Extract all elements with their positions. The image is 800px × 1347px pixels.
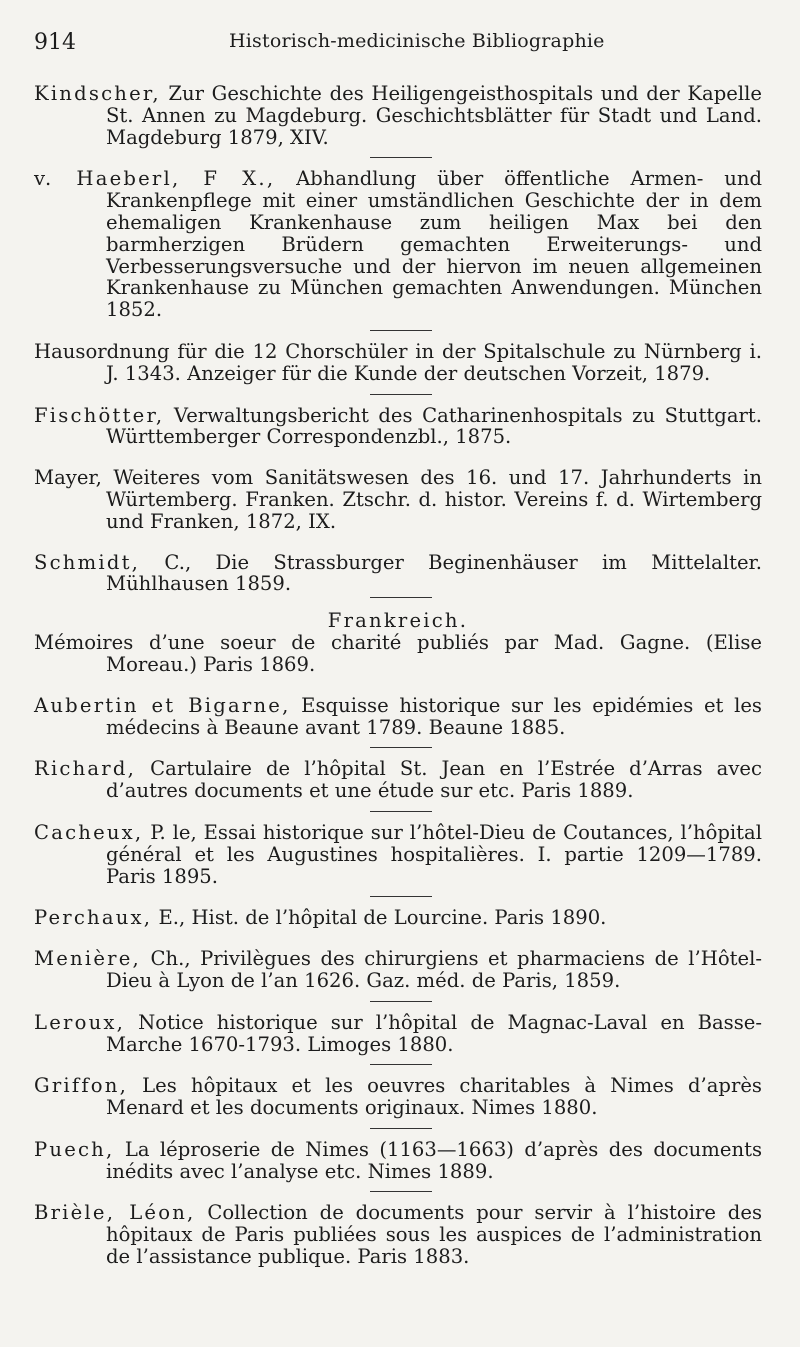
bibliography-entry (34, 1075, 762, 1119)
entry-author: Griffon, (34, 1074, 129, 1098)
bibliography-entry (34, 341, 762, 385)
bibliography-entry (34, 632, 762, 676)
bibliography-list (34, 83, 762, 1268)
entry-author: Leroux, (34, 1010, 126, 1034)
entry-gap (34, 676, 762, 695)
entry-author: Kindscher, (34, 82, 161, 105)
bibliography-entry (34, 405, 762, 449)
separator-rule (370, 896, 432, 897)
entry-text: Zur Geschichte des Heiligengeisthospitals und der Kapelle St. Annen zu Magdeburg. Geschichtsblätter für Stadt und Land. Magdeburg 1879, XIV. (106, 82, 762, 149)
entry-text: Mémoires d’une soeur de charité publiés par Mad. Gagne. (Elise Moreau.) Paris 1869. (34, 631, 762, 676)
bibliography-entry (34, 1139, 762, 1183)
separator-rule (370, 1128, 432, 1129)
separator-rule (370, 330, 432, 331)
entry-gap (34, 448, 762, 467)
separator-rule (370, 811, 432, 812)
bibliography-entry (34, 552, 762, 596)
bibliography-entry (34, 695, 762, 739)
entry-text: Abhandlung über öffentliche Armen- und Krankenpflege mit einer umständlichen Geschichte der in dem ehemaligen Krankenhause zum heiligen Max bei den barmherzigen Brüdern gemachten Erweiterungs- und Verbesserungsversuche und der hiervon im neuen allgemeinen Krankenhause zu München gemachten Anwendungen. München 1852. (106, 167, 762, 322)
separator-rule (370, 1064, 432, 1065)
entry-text: Esquisse historique sur les epidémies et les médecins à Beaune avant 1789. Beaune 1885. (106, 693, 762, 739)
page-number: 914 (34, 30, 76, 55)
bibliography-entry (34, 168, 762, 321)
bibliography-entry (34, 467, 762, 532)
bibliography-entry (34, 948, 762, 992)
bibliography-entry (34, 1202, 762, 1267)
entry-author: Schmidt, (34, 550, 141, 574)
entry-author: Fischötter, (34, 403, 165, 427)
entry-author: v. Haeberl, F X., (34, 167, 276, 191)
bibliography-entry (34, 758, 762, 802)
entry-text: Collection de documents pour servir à l’histoire des hôpitaux de Paris publiées sous les auspices de l’administration de l’assistance publique. Paris 1883. (106, 1201, 762, 1269)
section-title-france: Frankreich. (327, 609, 469, 633)
entry-text: Notice historique sur l’hôpital de Magnac-Laval en Basse-Marche 1670-1793. Limoges 1880. (106, 1010, 762, 1056)
entry-gap (34, 533, 762, 552)
running-title: Historisch-medicinische Bibliographie (229, 30, 605, 52)
entry-author: Puech, (34, 1137, 115, 1161)
separator-rule (370, 157, 432, 158)
bibliography-entry (34, 907, 762, 929)
entry-text: P. le, Essai historique sur l’hôtel-Dieu de Coutances, l’hôpital général et les Augustines hospitalières. I. partie 1209—1789. Paris 1895. (106, 820, 762, 888)
entry-text: Verwaltungsbericht des Catharinenhospitals zu Stuttgart. Württemberger Correspondenzbl., 1875. (106, 403, 762, 449)
entry-author: Perchaux, (34, 906, 153, 930)
separator-rule (370, 1191, 432, 1192)
entry-author: Aubertin et Bigarne, (34, 693, 291, 717)
separator-rule (370, 1001, 432, 1002)
separator-rule (370, 747, 432, 748)
bibliography-entry (34, 83, 762, 148)
entry-author: Richard, (34, 757, 137, 781)
entry-text: Les hôpitaux et les oeuvres charitables à Nimes d’après Menard et les documents originaux. Nimes 1880. (106, 1074, 762, 1120)
entry-text: Ch., Privilègues des chirurgiens et pharmaciens de l’Hôtel-Dieu à Lyon de l’an 1626. Gaz. méd. de Paris, 1859. (106, 947, 762, 992)
entry-author: Brièle, Léon, (34, 1201, 196, 1225)
bibliography-entry (34, 822, 762, 887)
separator-rule (370, 394, 432, 395)
bibliography-entry (34, 1012, 762, 1056)
separator-rule (370, 597, 432, 598)
page-header (34, 30, 760, 60)
entry-text: Hausordnung für die 12 Chorschüler in der Spitalschule zu Nürnberg i. J. 1343. Anzeiger für die Kunde der deutschen Vorzeit, 1879. (34, 339, 762, 385)
entry-text: Cartulaire de l’hôpital St. Jean en l’Estrée d’Arras avec d’autres documents et une étude sur etc. Paris 1889. (106, 757, 762, 803)
entry-text: Mayer, Weiteres vom Sanitätswesen des 16. und 17. Jahrhunderts in Würtemberg. Franken. Ztschr. d. histor. Vereins f. d. Wirtemberg und Franken, 1872, IX. (34, 466, 762, 533)
entry-text: E., Hist. de l’hôpital de Lourcine. Paris 1890. (152, 906, 607, 930)
entry-text: C., Die Strassburger Beginenhäuser im Mittelalter. Mühlhausen 1859. (106, 550, 762, 596)
entry-text: La léproserie de Nimes (1163—1663) d’après des documents inédits avec l’analyse etc. Nimes 1889. (106, 1137, 762, 1183)
entry-author: Cacheux, (34, 820, 144, 844)
entry-gap (34, 929, 762, 948)
entry-author: Menière, (34, 947, 141, 971)
